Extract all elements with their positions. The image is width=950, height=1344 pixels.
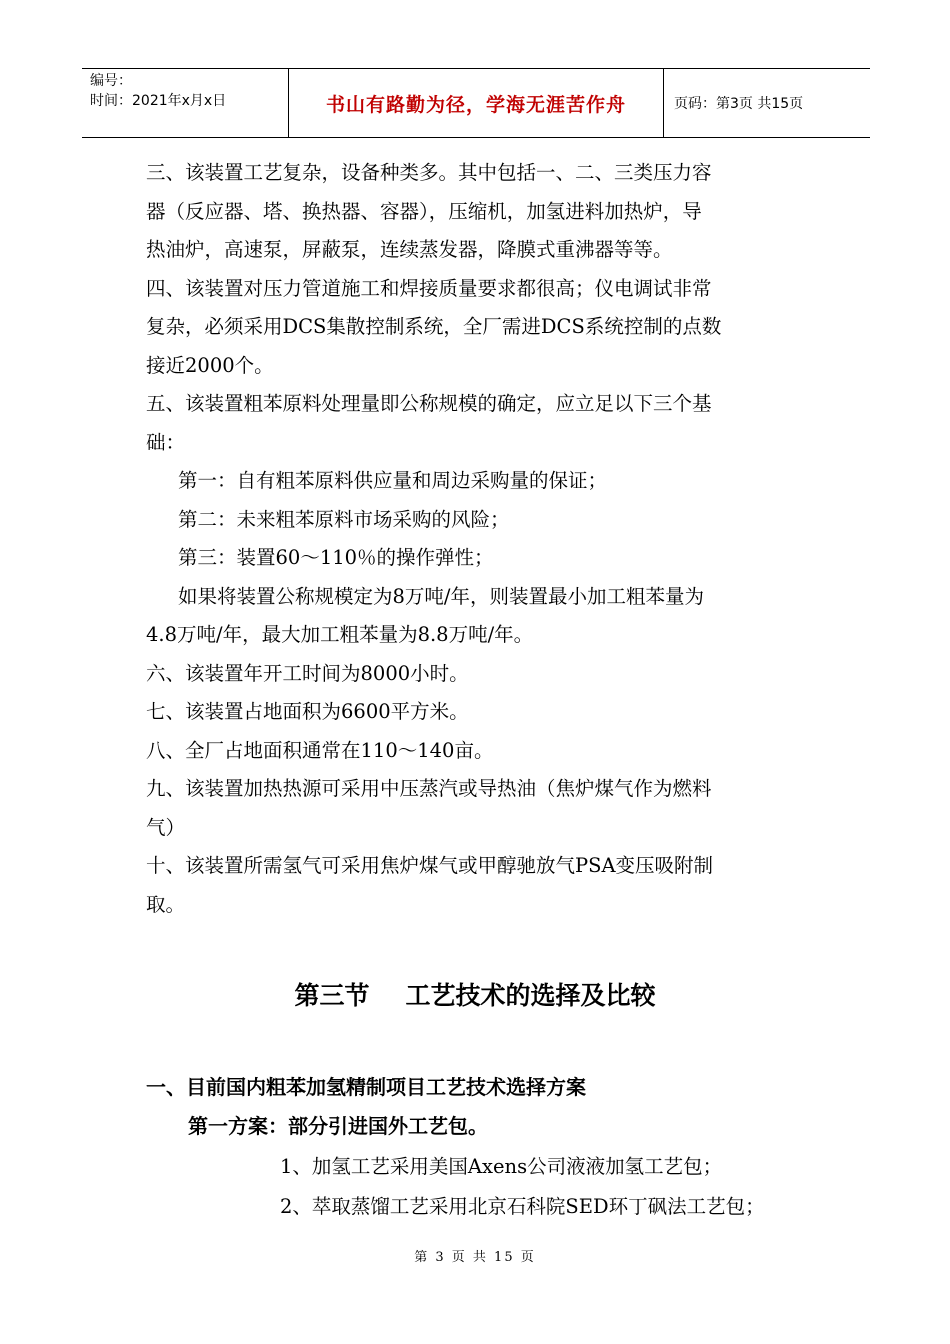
document-date: 时间：2021年x月x日 bbox=[90, 93, 227, 109]
text-line: 热油炉，高速泵，屏蔽泵，连续蒸发器，降膜式重沸器等等。 bbox=[146, 238, 673, 261]
text-line: 气） bbox=[146, 815, 186, 839]
text-line: 第三：装置60～110％的操作弹性； bbox=[178, 546, 494, 569]
text-line: 取。 bbox=[146, 892, 186, 916]
page-footer: 第 3 页 共 15 页 bbox=[414, 1250, 536, 1265]
heading-level-1: 一、目前国内粗苯加氢精制项目工艺技术选择方案 bbox=[146, 1075, 586, 1099]
body-text bbox=[146, 154, 806, 924]
text-line: 第二：未来粗苯原料市场采购的风险； bbox=[178, 507, 510, 531]
page-header bbox=[82, 68, 870, 138]
header-page-info: 页码：第3页 共15页 bbox=[674, 96, 804, 112]
text-line: 三、该装置工艺复杂，设备种类多。其中包括一、二、三类压力容 bbox=[146, 161, 712, 184]
text-line: 器（反应器、塔、换热器、容器），压缩机，加氢进料加热炉，导 bbox=[146, 199, 702, 223]
text-line: 八、全厂占地面积通常在110～140亩。 bbox=[146, 738, 494, 762]
document-number: 编号： bbox=[90, 73, 132, 89]
text-line: 础： bbox=[146, 430, 186, 454]
text-line: 七、该装置占地面积为6600平方米。 bbox=[146, 700, 469, 723]
text-line: 如果将装置公称规模定为8万吨/年，则装置最小加工粗苯量为 bbox=[178, 584, 704, 608]
header-meta bbox=[82, 69, 289, 137]
list-item: 2、萃取蒸馏工艺采用北京石科院SED环丁砜法工艺包； bbox=[280, 1195, 765, 1218]
heading-level-2: 第一方案：部分引进国外工艺包。 bbox=[188, 1114, 488, 1138]
text-line: 复杂，必须采用DCS集散控制系统，全厂需进DCS系统控制的点数 bbox=[146, 315, 722, 338]
text-line: 4.8万吨/年，最大加工粗苯量为8.8万吨/年。 bbox=[146, 623, 534, 646]
text-line: 十、该装置所需氢气可采用焦炉煤气或甲醇驰放气PSA变压吸附制 bbox=[146, 854, 714, 877]
list-item: 1、加氢工艺采用美国Axens公司液液加氢工艺包； bbox=[280, 1155, 723, 1178]
text-line: 六、该装置年开工时间为8000小时。 bbox=[146, 661, 469, 685]
section-number: 第三节 bbox=[294, 981, 370, 1010]
text-line: 九、该装置加热热源可采用中压蒸汽或导热油（焦炉煤气作为燃料 bbox=[146, 777, 712, 800]
header-motto: 书山有路勤为径，学海无涯苦作舟 bbox=[289, 69, 664, 137]
text-line: 接近2000个。 bbox=[146, 353, 274, 377]
section-title bbox=[0, 976, 950, 1012]
text-line: 五、该装置粗苯原料处理量即公称规模的确定，应立足以下三个基 bbox=[146, 392, 712, 415]
section-heading: 工艺技术的选择及比较 bbox=[405, 981, 656, 1010]
text-line: 四、该装置对压力管道施工和焊接质量要求都很高；仪电调试非常 bbox=[146, 276, 712, 300]
text-line: 第一：自有粗苯原料供应量和周边采购量的保证； bbox=[178, 469, 608, 492]
